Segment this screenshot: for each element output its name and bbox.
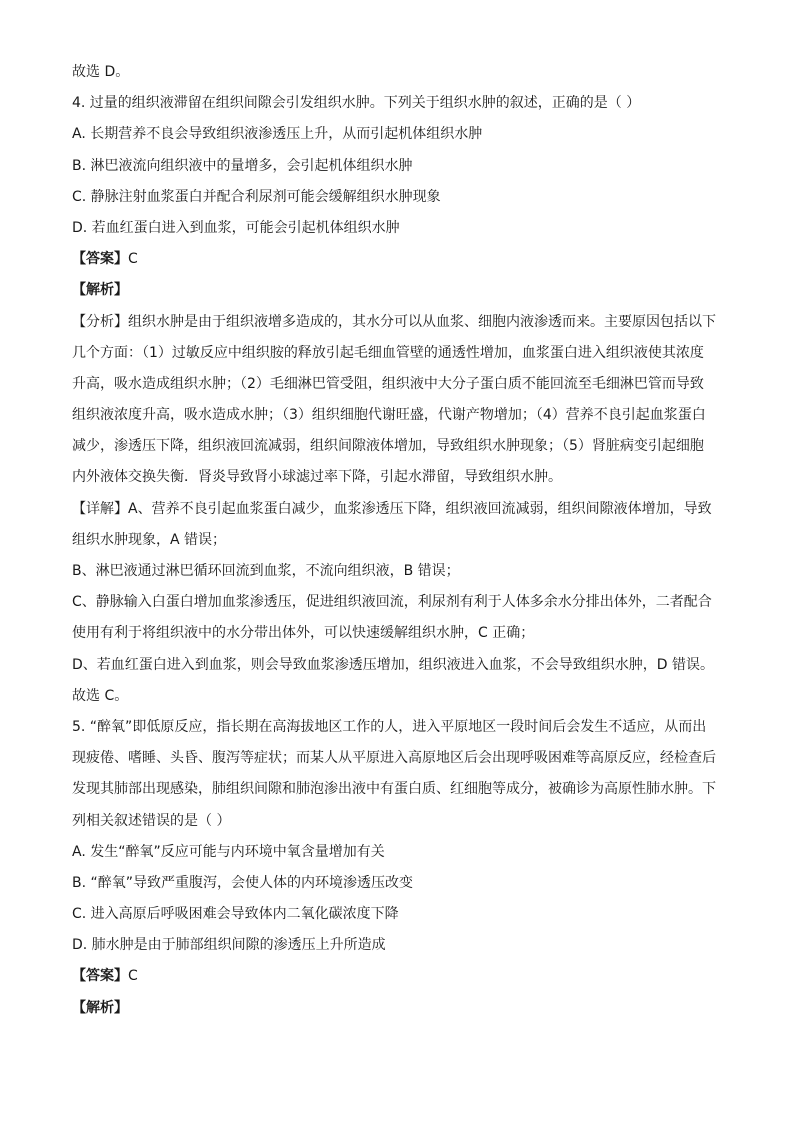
- q5-analysis-tag: 【解析】: [72, 999, 128, 1016]
- q4-stem: 4. 过量的组织液滞留在组织间隙会引发组织水肿。下列关于组织水肿的叙述，正确的是（ ）: [72, 95, 641, 112]
- q4-option-c: C. 静脉注射血浆蛋白并配合利尿剂可能会缓解组织水肿现象: [72, 188, 441, 205]
- q5-option-c: C. 进入高原后呼吸困难会导致体内二氧化碳浓度下降: [72, 906, 399, 923]
- q5-answer: [72, 966, 722, 997]
- question-4: [72, 93, 722, 717]
- q5-option-b: B. “醉氧”导致严重腹泻，会使人体的内环境渗透压改变: [72, 874, 414, 891]
- q4-xiangjie-line: B、淋巴液通过淋巴循环回流到血浆，不流向组织液，B 错误；: [72, 563, 460, 579]
- q4-xiangjie: [72, 499, 722, 717]
- question-5: [72, 717, 722, 1029]
- q4-xiangjie-line: 【详解】A、营养不良引起血浆蛋白减少，血浆渗透压下降，组织液回流减弱，组织间隙液体增加，导致: [72, 500, 712, 517]
- q5-stem-line: 发现其肺部出现感染，肺组织间隙和肺泡渗出液中有蛋白质、红细胞等成分，被确诊为高原性肺水肿。下: [72, 781, 716, 798]
- q5-stem-line: 现疲倦、嗜睡、头昏、腹泻等症状；而某人从平原进入高原地区后会出现呼吸困难等高原反应，经检查后: [72, 750, 716, 767]
- q3-conclusion: 故选 D。: [72, 64, 130, 80]
- q4-fenxi-line: 组织液浓度升高，吸水造成水肿；（3）组织细胞代谢旺盛，代谢产物增加；（4）营养不良引起血浆蛋白: [72, 407, 706, 424]
- q4-analysis-tag: 【解析】: [72, 282, 128, 299]
- q5-option-a: A. 发生“醉氧”反应可能与内环境中氧含量增加有关: [72, 843, 385, 860]
- q5-stem-line: 5. “醉氧”即低原反应，指长期在高海拔地区工作的人，进入平原地区一段时间后会发生不适应，从而出: [72, 718, 707, 735]
- q4-fenxi: [72, 312, 722, 499]
- q4-answer: [72, 249, 722, 280]
- q4-xiangjie-line: 使用有利于将组织液中的水分带出体外，可以快速缓解组织水肿，C 正确；: [72, 625, 535, 642]
- q4-xiangjie-line: 故选 C。: [72, 687, 129, 704]
- q5-answer-value: C: [128, 968, 138, 985]
- q5-answer-tag: 【答案】: [72, 968, 128, 985]
- q5-option-d: D. 肺水肿是由于肺部组织间隙的渗透压上升所造成: [72, 937, 386, 954]
- q4-answer-tag: 【答案】: [72, 251, 128, 268]
- q4-xiangjie-line: C、静脉输入白蛋白增加血浆渗透压，促进组织液回流，利尿剂有利于人体多余水分排出体外，二者配合: [72, 594, 712, 611]
- q5-stem-line: 列相关叙述错误的是（ ）: [72, 812, 231, 829]
- q4-fenxi-line: 升高，吸水造成组织水肿；（2）毛细淋巴管受阻，组织液中大分子蛋白质不能回流至毛细淋巴管而导致: [72, 375, 704, 392]
- q4-option-a: A. 长期营养不良会导致组织液渗透压上升，从而引起机体组织水肿: [72, 126, 483, 143]
- q4-xiangjie-line: D、若血红蛋白进入到血浆，则会导致血浆渗透压增加，组织液进入血浆，不会导致组织水肿，D 错误。: [72, 656, 715, 673]
- q4-option-b: B. 淋巴液流向组织液中的量增多，会引起机体组织水肿: [72, 157, 413, 174]
- q4-fenxi-line: 内外液体交换失衡．肾炎导致肾小球滤过率下降，引起水滞留，导致组织水肿。: [72, 469, 562, 486]
- q4-answer-value: C: [128, 251, 138, 268]
- q4-option-d: D. 若血红蛋白进入到血浆，可能会引起机体组织水肿: [72, 219, 400, 236]
- q4-fenxi-line: 【分析】组织水肿是由于组织液增多造成的，其水分可以从血浆、细胞内液渗透而来。主要原因包括以下: [72, 313, 716, 330]
- document-page: [72, 62, 722, 1029]
- q4-fenxi-line: 减少，渗透压下降，组织液回流减弱，组织间隙液体增加，导致组织水肿现象；（5）肾脏病变引起细胞: [72, 438, 704, 455]
- q4-fenxi-line: 几个方面：（1）过敏反应中组织胺的释放引起毛细血管壁的通透性增加，血浆蛋白进入组织液使其浓度: [72, 344, 704, 361]
- q4-xiangjie-line: 组织水肿现象，A 错误；: [72, 531, 227, 548]
